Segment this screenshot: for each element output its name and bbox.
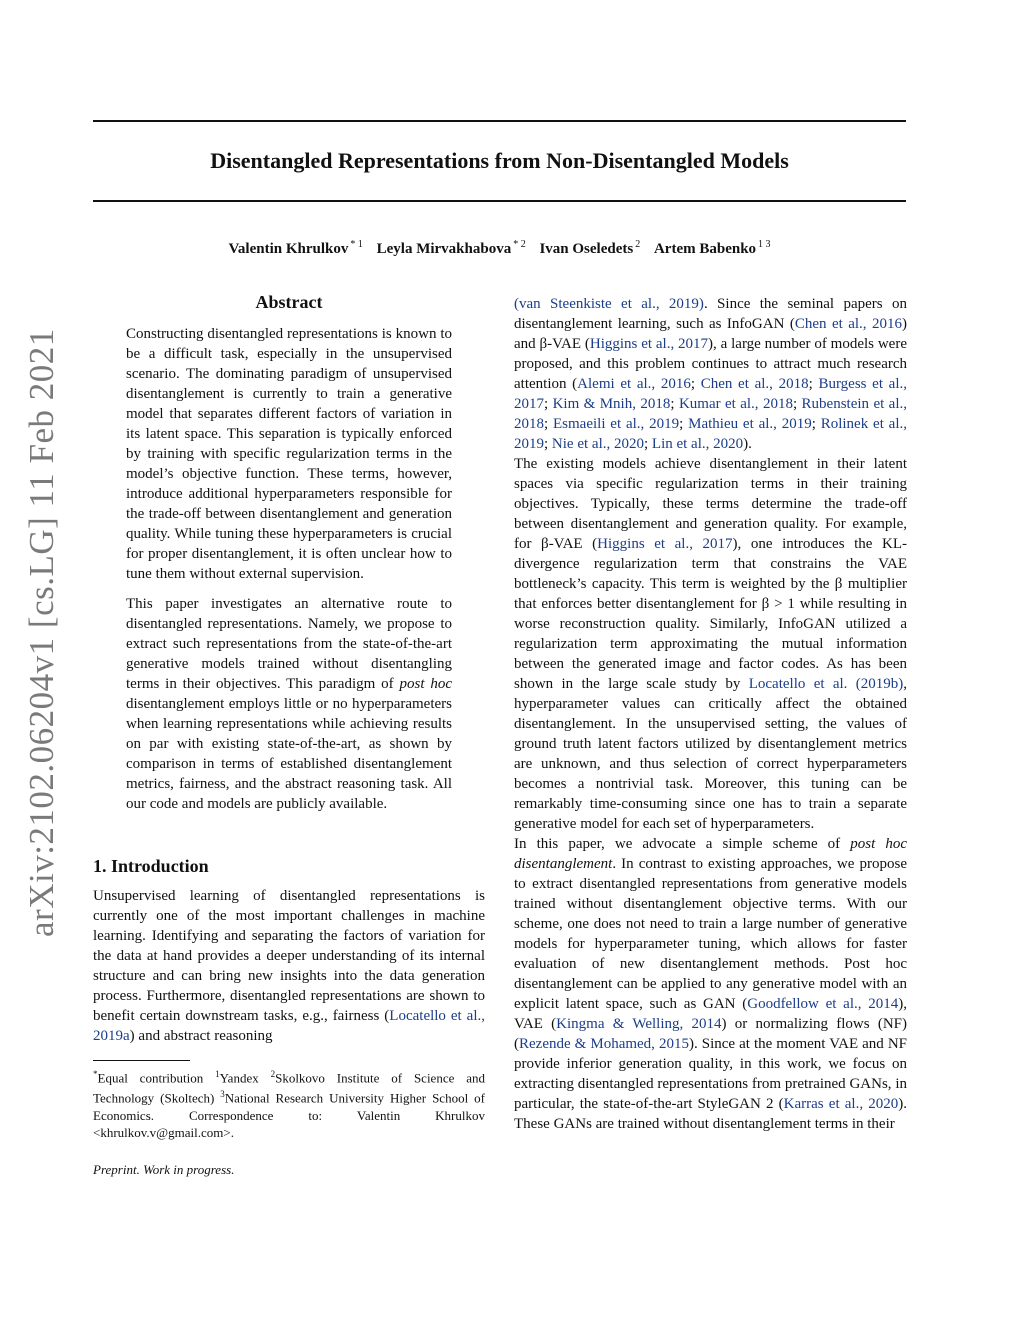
citation-link[interactable]: Rolinek et al., 2019 — [514, 416, 908, 452]
title-rule-bottom — [93, 200, 906, 202]
abstract-paragraph-1: Constructing disentangled representations is known to be a difficult task, especially in the unsupervised scenario. The dominating paradigm of unsupervised disentanglement is currently to train a generative model that separates different factors of variation in its latent space. This separation is typically enforced by training with specific regularization terms in the model’s objective function. These terms, however, introduce additional hyperparameters responsible for the trade-off between disentanglement and generation quality. While tuning these hyperparameters is crucial for proper disentanglement, it is often unclear how to tune them without external supervision. — [126, 326, 452, 582]
footnote-marker: 2 — [270, 1069, 276, 1079]
citation-link[interactable]: Kim & Mnih, 2018 — [552, 396, 671, 412]
citation-link[interactable]: Lin et al., 2020 — [651, 436, 744, 452]
citation-link[interactable]: Locatello et al., 2019a — [93, 1008, 485, 1044]
citation-link[interactable]: Alemi et al., 2016 — [577, 376, 691, 392]
citation-link[interactable]: Karras et al., 2020 — [783, 1096, 899, 1112]
citation-link[interactable]: Nie et al., 2020 — [551, 436, 644, 452]
citation-link[interactable]: Esmaeili et al., 2019 — [553, 416, 680, 432]
citation-link[interactable]: Goodfellow et al., 2014 — [747, 996, 899, 1012]
title-rule-top — [93, 120, 906, 122]
text-run: ; — [690, 376, 701, 392]
footnote-divider — [93, 1060, 190, 1061]
text-run: ), one introduces the KL-divergence regularization term that constrains the VAE bottleneck’s capacity. This term is weighted by the β multiplier that enforces better disentanglement for β > 1 while resulting in worse reconstruction quality. Similarly, InfoGAN utilized a regularization term approximating the mutual information between the generated image and factor codes. As has been shown in the large scale study by — [514, 536, 908, 692]
emphasis-text: post hoc disentanglement — [514, 836, 907, 872]
text-run: ). — [743, 436, 752, 452]
text-run: ) and abstract reasoning — [129, 1028, 273, 1044]
right-column — [514, 294, 907, 1134]
citation-link[interactable]: Burgess et al., 2017 — [514, 376, 908, 412]
preprint-note: Preprint. Work in progress. — [93, 1161, 235, 1177]
intro-paragraph-3 — [514, 454, 907, 834]
author-list — [93, 234, 906, 260]
citation-link[interactable]: Kingma & Welling, 2014 — [556, 1016, 722, 1032]
author-affiliation: * 2 — [513, 239, 526, 250]
citation-link[interactable]: Kumar et al., 2018 — [678, 396, 793, 412]
text-run: This paper investigates an alternative route to disentangled representations. Namely, we propose to extract such representations from the state-of-the-art generative models trained without disentangling terms in their objectives. This paradigm of — [126, 596, 452, 692]
intro-paragraph-2 — [514, 294, 907, 454]
citation-link[interactable]: Rezende & Mohamed, 2015 — [519, 1036, 689, 1052]
footnote-text: Skolkovo Institute of Science and Technology (Skoltech) — [93, 1070, 485, 1106]
citation-link[interactable]: Rubenstein et al., 2018 — [514, 396, 907, 432]
citation-link[interactable]: Chen et al., 2018 — [700, 376, 809, 392]
text-run: . Since the seminal papers on disentanglement learning, such as InfoGAN ( — [514, 296, 907, 332]
citation-link[interactable]: (van Steenkiste et al., 2019) — [514, 296, 704, 312]
author-affiliation: 1 3 — [758, 239, 771, 250]
author-name: Artem Babenko — [653, 241, 757, 257]
section-heading-introduction: 1. Introduction — [93, 856, 209, 876]
citation-link[interactable]: Higgins et al., 2017 — [589, 336, 709, 352]
intro-paragraph-1 — [93, 886, 485, 1046]
text-run: ; — [811, 416, 821, 432]
text-run: ; — [679, 416, 689, 432]
text-run: ) or normalizing flows (NF) ( — [514, 1016, 908, 1052]
author-name: Ivan Oseledets — [539, 241, 634, 257]
author — [654, 241, 771, 257]
author-name: Leyla Mirvakhabova — [376, 241, 512, 257]
text-run: ), VAE ( — [514, 996, 907, 1032]
citation-link[interactable]: Locatello et al. (2019b) — [748, 676, 904, 692]
footnote-marker: 3 — [220, 1089, 225, 1100]
text-run: ; — [544, 396, 553, 412]
text-run: ). These GANs are trained without disentanglement terms in their — [514, 1096, 907, 1132]
arxiv-identifier: arXiv:2102.06204v1 [cs.LG] 11 Feb 2021 — [22, 328, 61, 937]
author-affiliation: * 1 — [350, 239, 363, 250]
paper-title: Disentangled Representations from Non-Disentangled Models — [210, 148, 789, 173]
left-column — [93, 290, 485, 1178]
text-run: ; — [808, 376, 819, 392]
author — [228, 241, 362, 257]
text-run: , hyperparameter values can critically affect the obtained disentanglement. In the unsupervised setting, the values of ground truth latent factors utilized by disentanglement metrics are unknown, and thus selection of correct hyperparameters becomes a nontrivial task. Moreover, this tuning can be remarkably time-consuming since one has to train a separate generative model for each set of hyperparameters. — [514, 676, 908, 832]
text-run: ; — [643, 436, 652, 452]
citation-link[interactable]: Higgins et al., 2017 — [597, 536, 733, 552]
citation-link[interactable]: Mathieu et al., 2019 — [688, 416, 812, 432]
author-affiliation: 2 — [635, 239, 641, 250]
author — [539, 241, 640, 257]
text-run: ; — [670, 396, 679, 412]
abstract-heading: Abstract — [255, 292, 323, 312]
footnote-marker: 1 — [215, 1069, 220, 1079]
footnote-marker: * — [93, 1069, 98, 1079]
text-run: The existing models achieve disentanglement in their latent spaces via specific regularization terms in their training objectives. Typically, these terms determine the trade-off between disentanglement and generation quality. For example, for β-VAE ( — [514, 456, 907, 552]
emphasis-text: post hoc — [399, 676, 452, 692]
citation-link[interactable]: Chen et al., 2016 — [794, 316, 902, 332]
text-run: In this paper, we advocate a simple scheme of — [514, 836, 851, 852]
intro-paragraph-4 — [514, 834, 907, 1134]
footnote-text: Yandex — [219, 1070, 271, 1086]
text-run: . In contrast to existing approaches, we propose to extract disentangled representations from generative models trained without disentanglement objective terms. With our scheme, one does not need to train a large number of generative models for hyperparameter tuning, which allows for faster evaluation of new disentanglement methods. Post hoc disentanglement can be applied to any generative model with an explicit latent space, such as GAN ( — [514, 856, 907, 1012]
footnote — [93, 1066, 485, 1141]
text-run: ). Since at the moment VAE and NF provide inferior generation quality, in this work, we focus on extracting disentangled representations from pretrained GANs, in particular, the state-of-the-art StyleGAN 2 ( — [514, 1036, 908, 1112]
text-run: ; — [544, 436, 552, 452]
text-run: Unsupervised learning of disentangled representations is currently one of the most important challenges in machine learning. Identifying and separating the factors of variation for the data at hand provides a deeper understanding of its internal structure and can bring new insights into the data generation process. Furthermore, disentangled representations are shown to benefit certain downstream tasks, e.g., fairness ( — [93, 888, 485, 1024]
text-run: disentanglement employs little or no hyperparameters when learning representations while achieving results on par with existing state-of-the-art, as shown by comparison in terms of established disentanglement metrics, fairness, and the abstract reasoning task. All our code and models are publicly available. — [126, 696, 452, 812]
author — [377, 241, 526, 257]
text-run: ) and β-VAE ( — [514, 316, 907, 352]
text-run: ; — [792, 396, 802, 412]
footnote-text: National Research University Higher School of Economics. Correspondence to: Valentin Khrulkov <khrulkov.v@gmail.com>. — [93, 1090, 485, 1140]
abstract-paragraph-2 — [126, 594, 452, 814]
text-run: ), a large number of models were proposed, and this problem continues to attract much research attention ( — [514, 336, 907, 392]
author-name: Valentin Khrulkov — [228, 241, 349, 257]
footnote-text: Equal contribution — [97, 1070, 216, 1086]
text-run: ; — [544, 416, 553, 432]
